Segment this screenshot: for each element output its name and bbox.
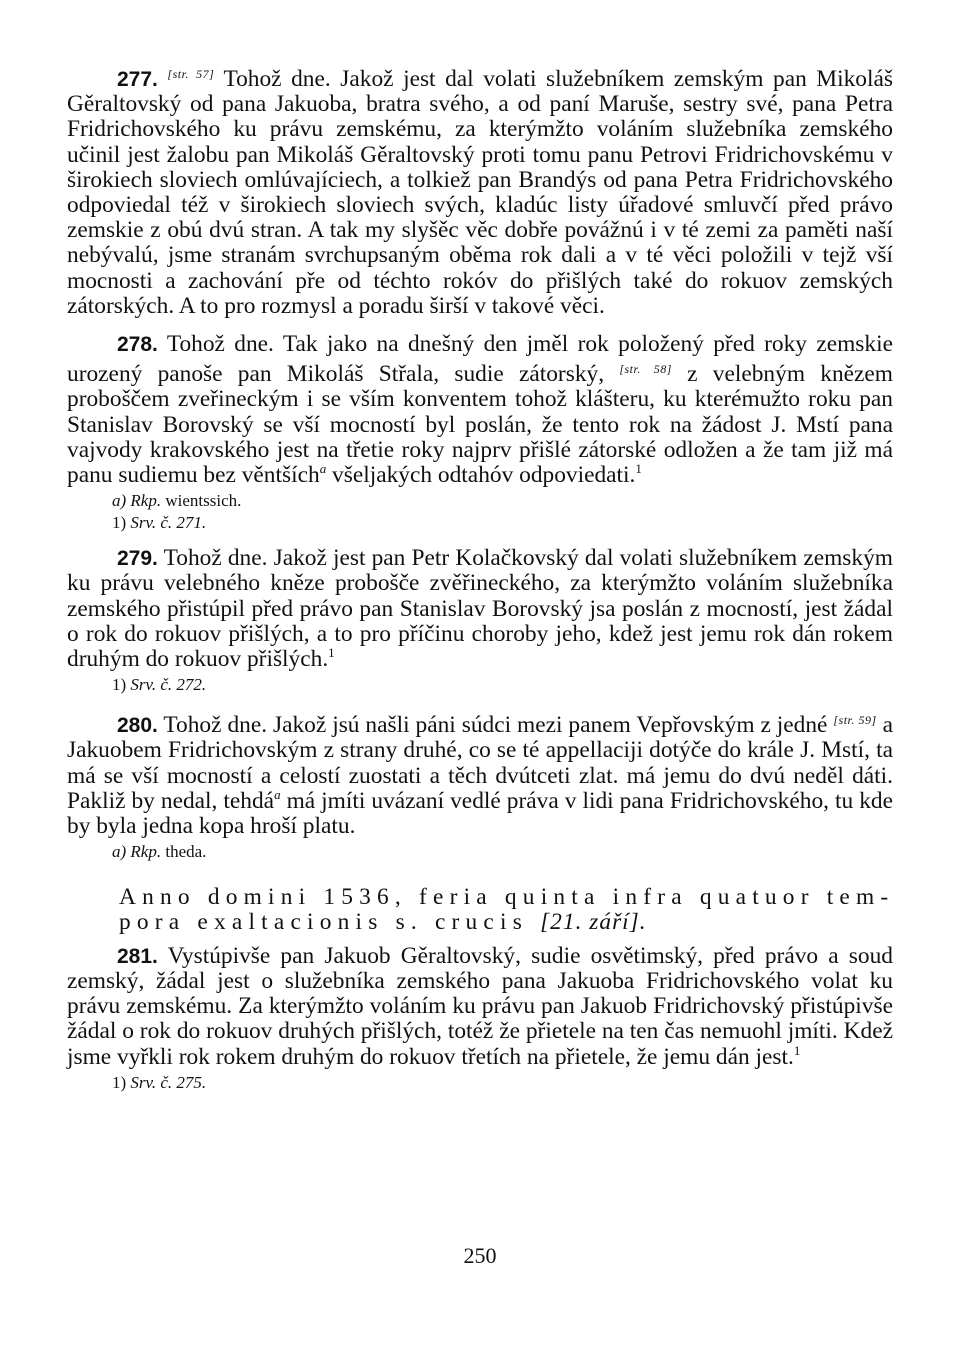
footnote: a) Rkp. theda. bbox=[112, 842, 207, 862]
entry-text: pana vajvody krakovského jest na třetie roky najprv přišlé zátorské odložen a že tam již má panu sudiemu bez věntších bbox=[67, 411, 893, 489]
footnote-mark: a bbox=[319, 461, 327, 477]
entry-text: , ta má se vší mocností a celostí zuostati a těch dvútceti zlat. má jemu do dvú neděl dáti. Pakliž by nedal, tehdá bbox=[67, 737, 893, 814]
entry-text: Vystúpivše pan Jakuob Gěraltovský, sudie osvětimský, před právo a soud zemský, žádal jest o služebníka zemského pana Jakuoba Fridrichovského volat ku právu zemskému. Za kterýmžto voláním ku právu pan Jakuob Fridrichovský přistúpivše žádal o rok do rokuov druhých přišlých, totéž že přietele na ten čas nemuohl jmíti. Kdež jsme vyřkli rok rokem druhým do rokuov třetích na přietele, že jemu dán jest. bbox=[67, 942, 893, 1070]
footnote-mark: 1 bbox=[635, 461, 642, 477]
entry-277 bbox=[67, 62, 893, 319]
abbreviation-msti: Mstí bbox=[821, 737, 865, 764]
page-body bbox=[67, 62, 893, 1094]
entry-text: z velebným knězem proboščem zveřineckým i se vším konventem tohož klášteru, ku kterémužto roku pan Stanislav Borovský se vší mocností byl poslán, že tento rok na žádost J. bbox=[67, 361, 893, 438]
entry-278 bbox=[67, 332, 893, 488]
entry-number: 278. bbox=[117, 333, 158, 357]
page-reference: [str. 59] bbox=[833, 713, 877, 728]
entry-279 bbox=[67, 546, 893, 672]
entry-281 bbox=[67, 944, 893, 1070]
page-reference: [str. 58] bbox=[619, 362, 672, 377]
entry-text: Tohož dne. Jakož jest pan Petr Kolačkovský dal volati služebníkem zemským ku právu velebného kněze probošče zvěřineckého, za kterýmžto voláním služebníka zemského přistúpil před právo pan Stanislav Borovský jsa poslán z mocností, jest žádal o rok do rokuov přišlých, a to pro příčinu choroby jeho, kdež jest jemu rok dán rokem druhým do rokuov přišlých. bbox=[67, 545, 893, 673]
footnote-mark: 1 bbox=[793, 1042, 801, 1058]
entry-280 bbox=[67, 708, 893, 839]
entry-text: a Jakuobem Fridrichovským z strany druhé, co se té appellaciji dotýče do krále J. bbox=[67, 712, 893, 764]
entry-text: Tohož dne. Jakož jsú našli páni súdci mezi panem Vepřovským z jedné bbox=[163, 712, 828, 739]
footnote: 1) Srv. č. 275. bbox=[112, 1072, 207, 1092]
entry-text: má jmíti uvázaní vedlé práva v lidi pana Fridrichovského, tu kde by byla jedna kopa hroší platu. bbox=[67, 787, 893, 840]
entry-number: 280. bbox=[117, 714, 158, 738]
heading-date: [21. září]. bbox=[540, 909, 647, 936]
footnote: 1) Srv. č. 271. bbox=[112, 513, 207, 533]
entry-number: 281. bbox=[117, 944, 158, 968]
footnote: 1) Srv. č. 272. bbox=[112, 675, 207, 695]
footnote-mark: a bbox=[274, 786, 281, 802]
footnotes bbox=[67, 490, 893, 534]
section-heading bbox=[67, 885, 893, 935]
entry-text: všeljakých odtahóv odpoviedati. bbox=[332, 462, 636, 489]
entry-text: Tohož dne. Jakož jest dal volati služebníkem zemským pan Mikoláš Gěraltovský od pana Jakuoba, bratra svého, a od paní Maruše, sestry své, pana Petra Fridrichovského ku právu zemskému, za kterýmžto voláním služebníka zemského učinil jest žalobu pan Mikoláš Gěraltovský proti tomu panu Petrovi Fridrichovskému v širokiech sloviech omlúvajíciech, a tolkiež pan Brandýs od pana Petra Fridrichovského odpoviedal též v širokiech sloviech svých, kladúc listy úřadové smluvčí před právo zemskie z obú dvú stran. A tak my slyšěc věc dobře povážnú i v té zemi za paměti naší nebývalú, jsme stranám svrchupsaným oběma rok dali a v té věci položili v tejž vší mocnosti a zachování pře od téchto rokóv do přišlých také do rokuov zemských zátorských. A to pro rozmysl a poradu širší v takové věci. bbox=[67, 66, 893, 319]
entry-number: 277. bbox=[117, 68, 158, 91]
page-number: 250 bbox=[463, 1243, 497, 1268]
footnote-mark: 1 bbox=[328, 645, 335, 661]
footnote: a) Rkp. wientssich. bbox=[112, 491, 242, 511]
heading-text: Anno domini 1536, feria quinta infra quatuor tempora exaltacionis s. crucis bbox=[119, 884, 889, 936]
footnotes bbox=[67, 674, 893, 696]
footnotes bbox=[67, 841, 893, 863]
entry-number: 279. bbox=[117, 547, 158, 571]
footnotes bbox=[67, 1072, 893, 1094]
page-reference: [str. 57] bbox=[167, 67, 215, 81]
abbreviation-msti: Mstí bbox=[796, 411, 840, 438]
entry-text: Tohož dne. Tak jako na dnešný den jměl rok položený před roky zemskie urozený panoše pan Mikoláš Střala, sudie zátorský, bbox=[67, 331, 893, 388]
